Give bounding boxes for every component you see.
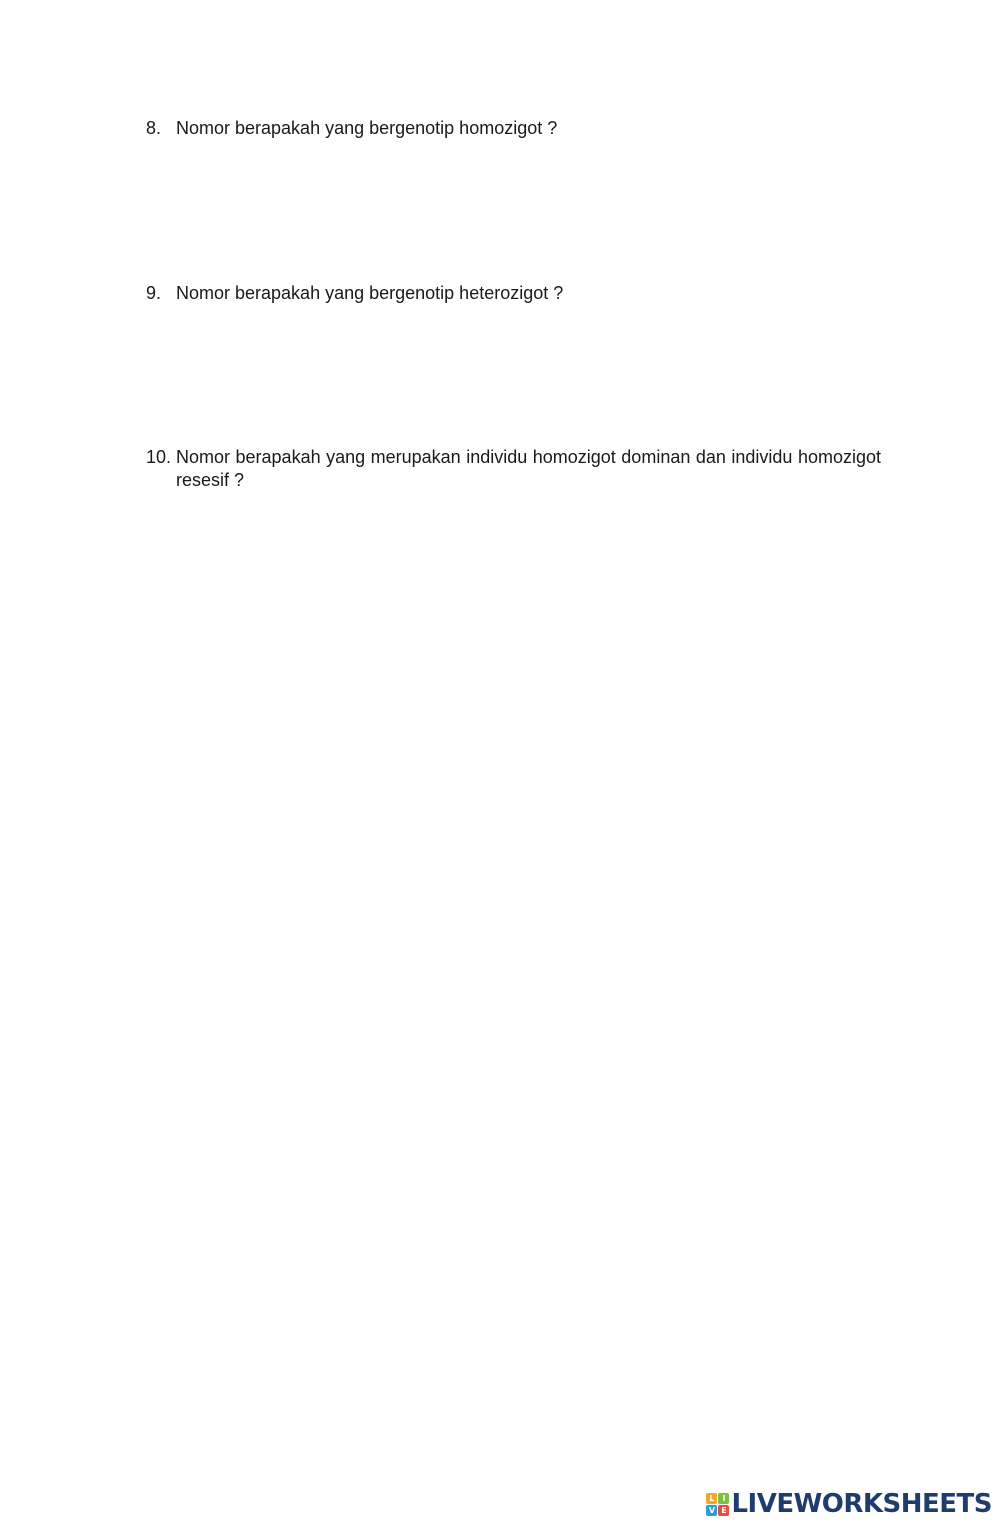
logo-letter-i: I: [718, 1493, 729, 1504]
liveworksheets-logo-icon: [706, 1493, 729, 1516]
question-text: Nomor berapakah yang bergenotip homozigot ?: [176, 118, 558, 138]
logo-letter-l: L: [706, 1493, 717, 1504]
logo-letter-e: E: [718, 1505, 729, 1516]
brand-name: LIVEWORKSHEETS: [731, 1489, 992, 1519]
liveworksheets-brand: [706, 1489, 992, 1519]
logo-letter-v: V: [706, 1505, 717, 1516]
question-number: 8.: [146, 118, 162, 138]
question-text: Nomor berapakah yang merupakan individu homozigot dominan dan individu homozigot resesif ?: [176, 447, 881, 490]
question-9: [146, 282, 881, 305]
question-text: Nomor berapakah yang bergenotip heterozigot ?: [176, 283, 564, 303]
question-number: 10.: [146, 447, 172, 467]
question-10: [146, 446, 881, 492]
question-number: 9.: [146, 283, 162, 303]
question-8: [146, 117, 881, 140]
